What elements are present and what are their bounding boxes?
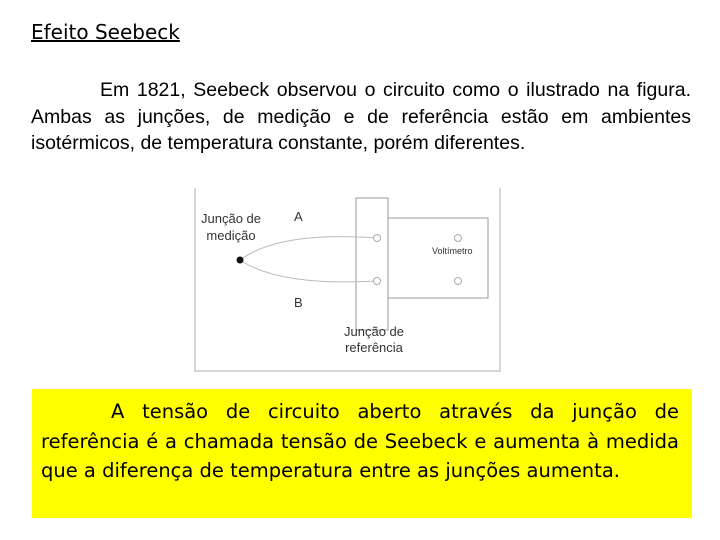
highlight-text: A tensão de circuito aberto através da junção de referência é a chamada tensão de Seebeck e aumenta à medida que a diferença de temperatura entre as junções aumenta. [41, 400, 679, 482]
reference-terminal-bottom [374, 278, 381, 285]
seebeck-circuit-figure [190, 188, 502, 372]
intro-paragraph: Em 1821, Seebeck observou o circuito como o ilustrado na figura. Ambas as junções, de medição e de referência estão em ambientes isotérmicos, de temperatura constante, porém diferentes. [31, 79, 691, 154]
voltmeter-terminal-top [455, 235, 462, 242]
reference-bath-box [356, 198, 388, 330]
highlight-box [32, 389, 692, 518]
measurement-junction-dot [237, 257, 244, 264]
voltmeter-terminal-bottom [455, 278, 462, 285]
wire-a-label: A [294, 209, 303, 224]
measurement-junction-label: Junção de medição [201, 211, 261, 243]
page-title: Efeito Seebeck [31, 20, 180, 44]
wire-b-label: B [294, 295, 303, 310]
voltmeter-box [388, 218, 488, 298]
voltmeter-label: Voltímetro [432, 246, 473, 256]
reference-terminal-top [374, 235, 381, 242]
reference-junction-label: Junção de referência [344, 324, 404, 355]
